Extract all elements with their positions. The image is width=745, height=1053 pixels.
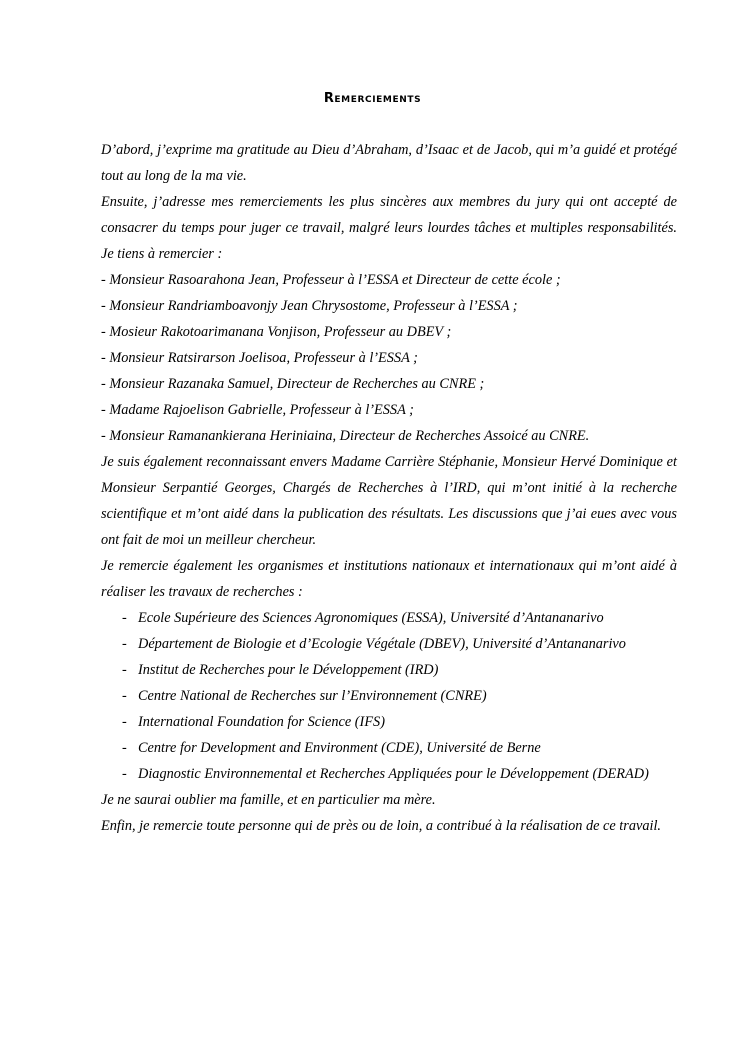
jury-member: - Monsieur Rasoarahona Jean, Professeur à l’ESSA et Directeur de cette école ; xyxy=(101,272,561,288)
bullet-dash: - xyxy=(122,714,127,730)
paragraph-gratitude: D’abord, j’exprime ma gratitude au Dieu d’Abraham, d’Isaac et de Jacob, qui m’a guidé et protégé tout au long de la ma vie. xyxy=(101,142,677,184)
jury-member: - Madame Rajoelison Gabrielle, Professeur à l’ESSA ; xyxy=(101,402,414,418)
jury-member: - Mosieur Rakotoarimanana Vonjison, Professeur au DBEV ; xyxy=(101,324,452,340)
jury-member: - Monsieur Randriamboavonjy Jean Chrysostome, Professeur à l’ESSA ; xyxy=(101,298,518,314)
paragraph-family: Je ne saurai oublier ma famille, et en particulier ma mère. xyxy=(101,792,436,808)
list-item xyxy=(101,735,677,761)
bullet-dash: - xyxy=(122,636,127,652)
paragraph-jury-intro: Ensuite, j’adresse mes remerciements les plus sincères aux membres du jury qui ont accepté de consacrer du temps pour juger ce travail, malgré leurs lourdes tâches et multiples responsabilités. Je tiens à remercier : xyxy=(101,194,677,262)
list-item xyxy=(101,657,677,683)
institution-name: Département de Biologie et d’Ecologie Végétale (DBEV), Université d’Antananarivo xyxy=(138,636,626,652)
institution-name: Diagnostic Environnemental et Recherches Appliquées pour le Développement (DERAD) xyxy=(138,766,649,782)
bullet-dash: - xyxy=(122,662,127,678)
jury-member: - Monsieur Ratsirarson Joelisoa, Professeur à l’ESSA ; xyxy=(101,350,418,366)
paragraph-mentors: Je suis également reconnaissant envers Madame Carrière Stéphanie, Monsieur Hervé Dominique et Monsieur Serpantié Georges, Chargés de Recherches à l’IRD, qui m’ont initié à la recherche scientifique et m’ont aidé dans la publication des résultats. Les discussions que j’ai eues avec vous ont fait de moi un meilleur chercheur. xyxy=(101,454,677,548)
institutions-list xyxy=(101,605,677,787)
list-item xyxy=(101,605,677,631)
list-item xyxy=(101,709,677,735)
bullet-dash: - xyxy=(122,610,127,626)
acknowledgements-body xyxy=(101,137,677,839)
institution-name: Centre National de Recherches sur l’Environnement (CNRE) xyxy=(138,688,487,704)
paragraph-institutions-intro: Je remercie également les organismes et institutions nationaux et internationaux qui m’ont aidé à réaliser les travaux de recherches : xyxy=(101,558,677,600)
list-item xyxy=(101,683,677,709)
institution-name: Ecole Supérieure des Sciences Agronomiques (ESSA), Université d’Antananarivo xyxy=(138,610,604,626)
bullet-dash: - xyxy=(122,688,127,704)
list-item xyxy=(101,761,677,787)
jury-member: - Monsieur Ramanankierana Heriniaina, Directeur de Recherches Assoicé au CNRE. xyxy=(101,428,590,444)
list-item xyxy=(101,631,677,657)
bullet-dash: - xyxy=(122,740,127,756)
bullet-dash: - xyxy=(122,766,127,782)
institution-name: Centre for Development and Environment (CDE), Université de Berne xyxy=(138,740,541,756)
jury-member: - Monsieur Razanaka Samuel, Directeur de Recherches au CNRE ; xyxy=(101,376,485,392)
page-title: Remerciements xyxy=(323,91,422,106)
paragraph-closing: Enfin, je remercie toute personne qui de près ou de loin, a contribué à la réalisation de ce travail. xyxy=(101,818,661,834)
institution-name: International Foundation for Science (IFS) xyxy=(138,714,385,730)
institution-name: Institut de Recherches pour le Développement (IRD) xyxy=(138,662,439,678)
